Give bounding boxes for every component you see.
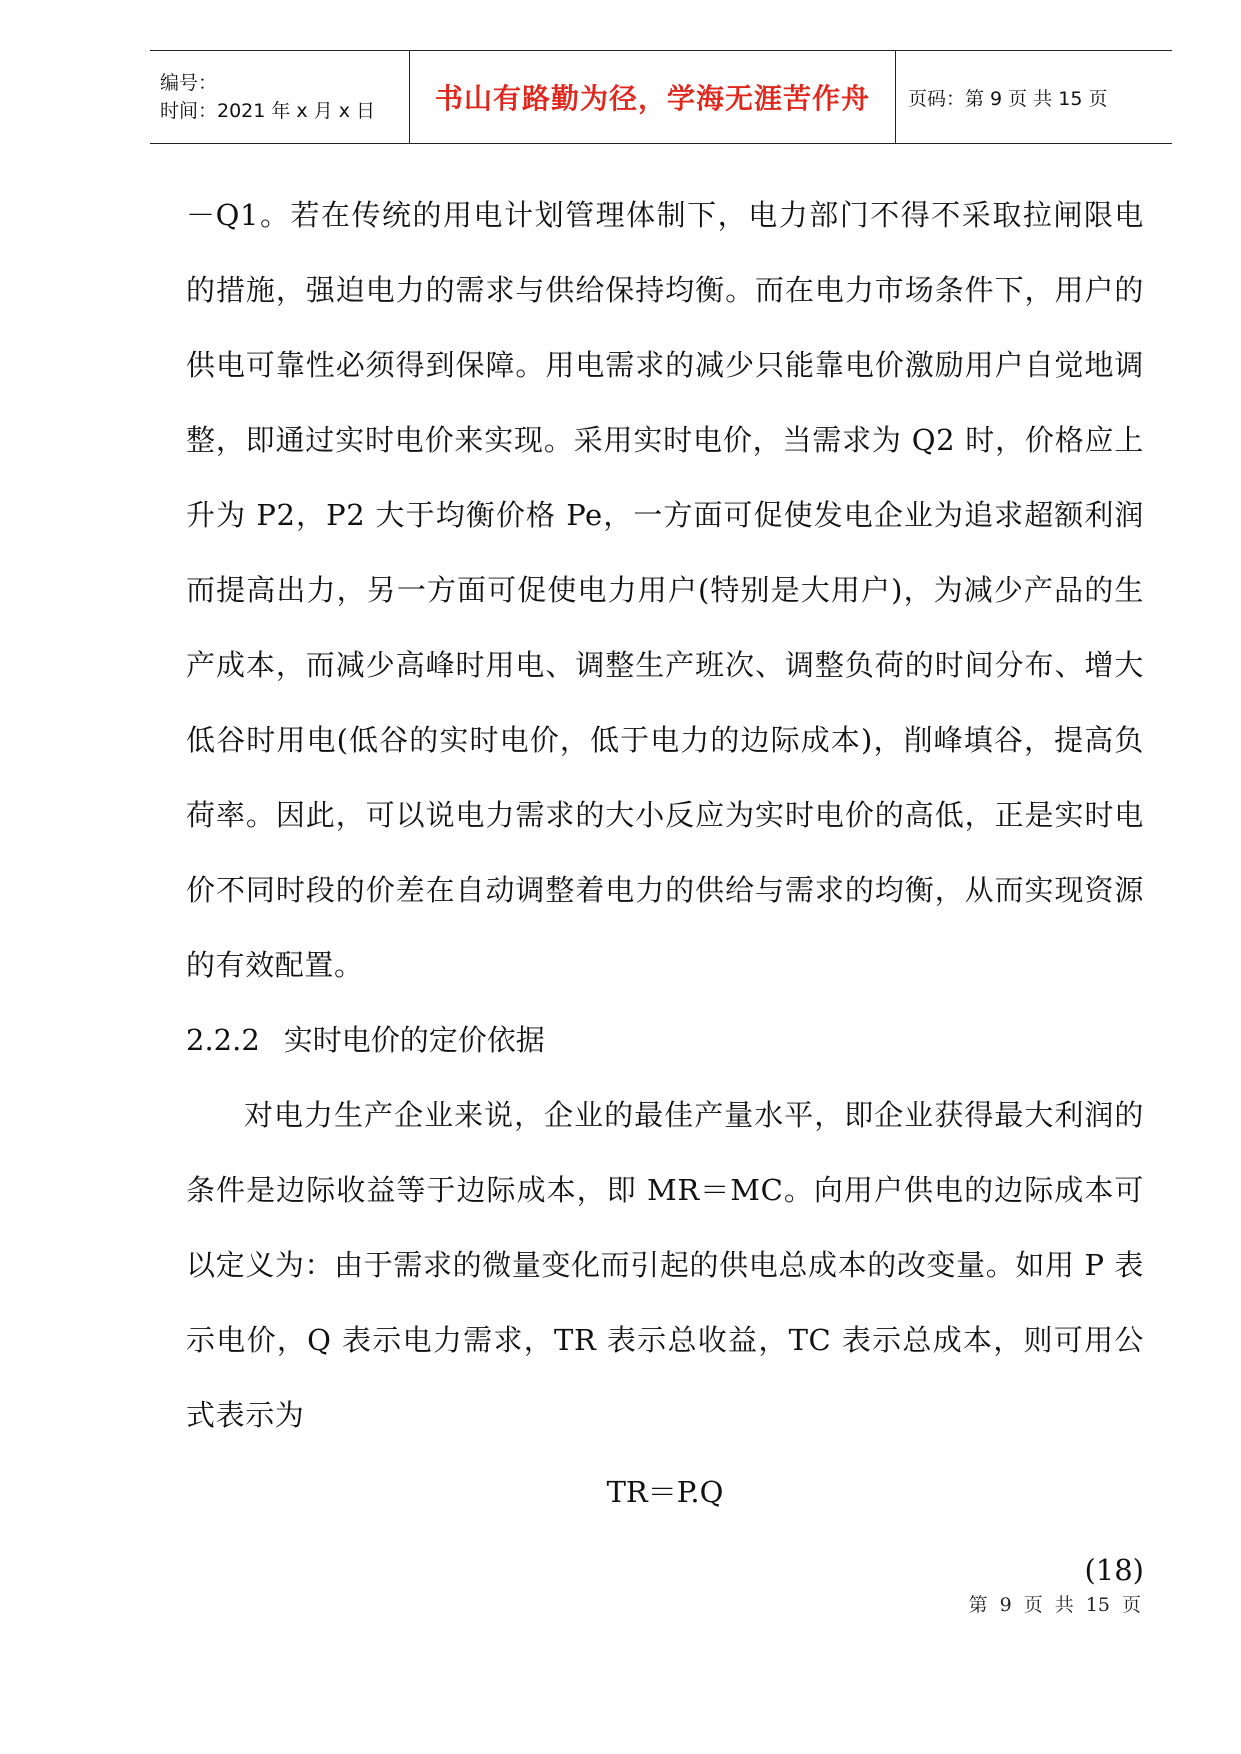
document-time-label: 时间：2021 年 x 月 x 日 <box>160 100 376 122</box>
body-paragraph-1: －Q1。若在传统的用电计划管理体制下，电力部门不得不采取拉闸限电的措施，强迫电力的需求与供给保持均衡。而在电力市场条件下，用户的供电可靠性必须得到保障。用电需求的减少只能靠电价激励用户自觉地调整，即通过实时电价来实现。采用实时电价，当需求为 Q2 时，价格应上升为 P2，P2 大于均衡价格 Pe，一方面可促使发电企业为追求超额利润而提高出力，另一方面可促使电力用户(特别是大用户)，为减少产品的生产成本，而减少高峰时用电、调整生产班次、调整负荷的时间分布、增大低谷时用电(低谷的实时电价，低于电力的边际成本)，削峰填谷，提高负荷率。因此，可以说电力需求的大小反应为实时电价的高低，正是实时电价不同时段的价差在自动调整着电力的供给与需求的均衡，从而实现资源的有效配置。 <box>186 198 1144 982</box>
section-number: 2.2.2 <box>186 1023 260 1057</box>
header-motto <box>410 51 896 143</box>
section-title: 实时电价的定价依据 <box>283 1023 545 1057</box>
page-footer <box>969 1590 1141 1617</box>
header-page-info <box>896 51 1172 143</box>
document-body <box>186 178 1144 1608</box>
equation-number: (18) <box>1084 1553 1144 1587</box>
document-number-label: 编号： <box>160 72 218 94</box>
document-header <box>150 50 1172 144</box>
footer-page-text: 第 9 页 共 15 页 <box>968 1594 1141 1616</box>
page-number-label: 页码：第 9 页 共 15 页 <box>908 87 1108 110</box>
motto-text: 书山有路勤为径，学海无涯苦作舟 <box>434 82 870 115</box>
section-heading <box>186 1003 1144 1078</box>
body-paragraph-2: 对电力生产企业来说，企业的最佳产量水平，即企业获得最大利润的条件是边际收益等于边际成本，即 MR＝MC。向用户供电的边际成本可以定义为：由于需求的微量变化而引起的供电总成本的改变量。如用 P 表示电价，Q 表示电力需求，TR 表示总收益，TC 表示总成本，则可用公式表示为 <box>186 1098 1144 1432</box>
header-meta <box>150 51 410 143</box>
formula: TR＝P.Q <box>606 1475 724 1509</box>
